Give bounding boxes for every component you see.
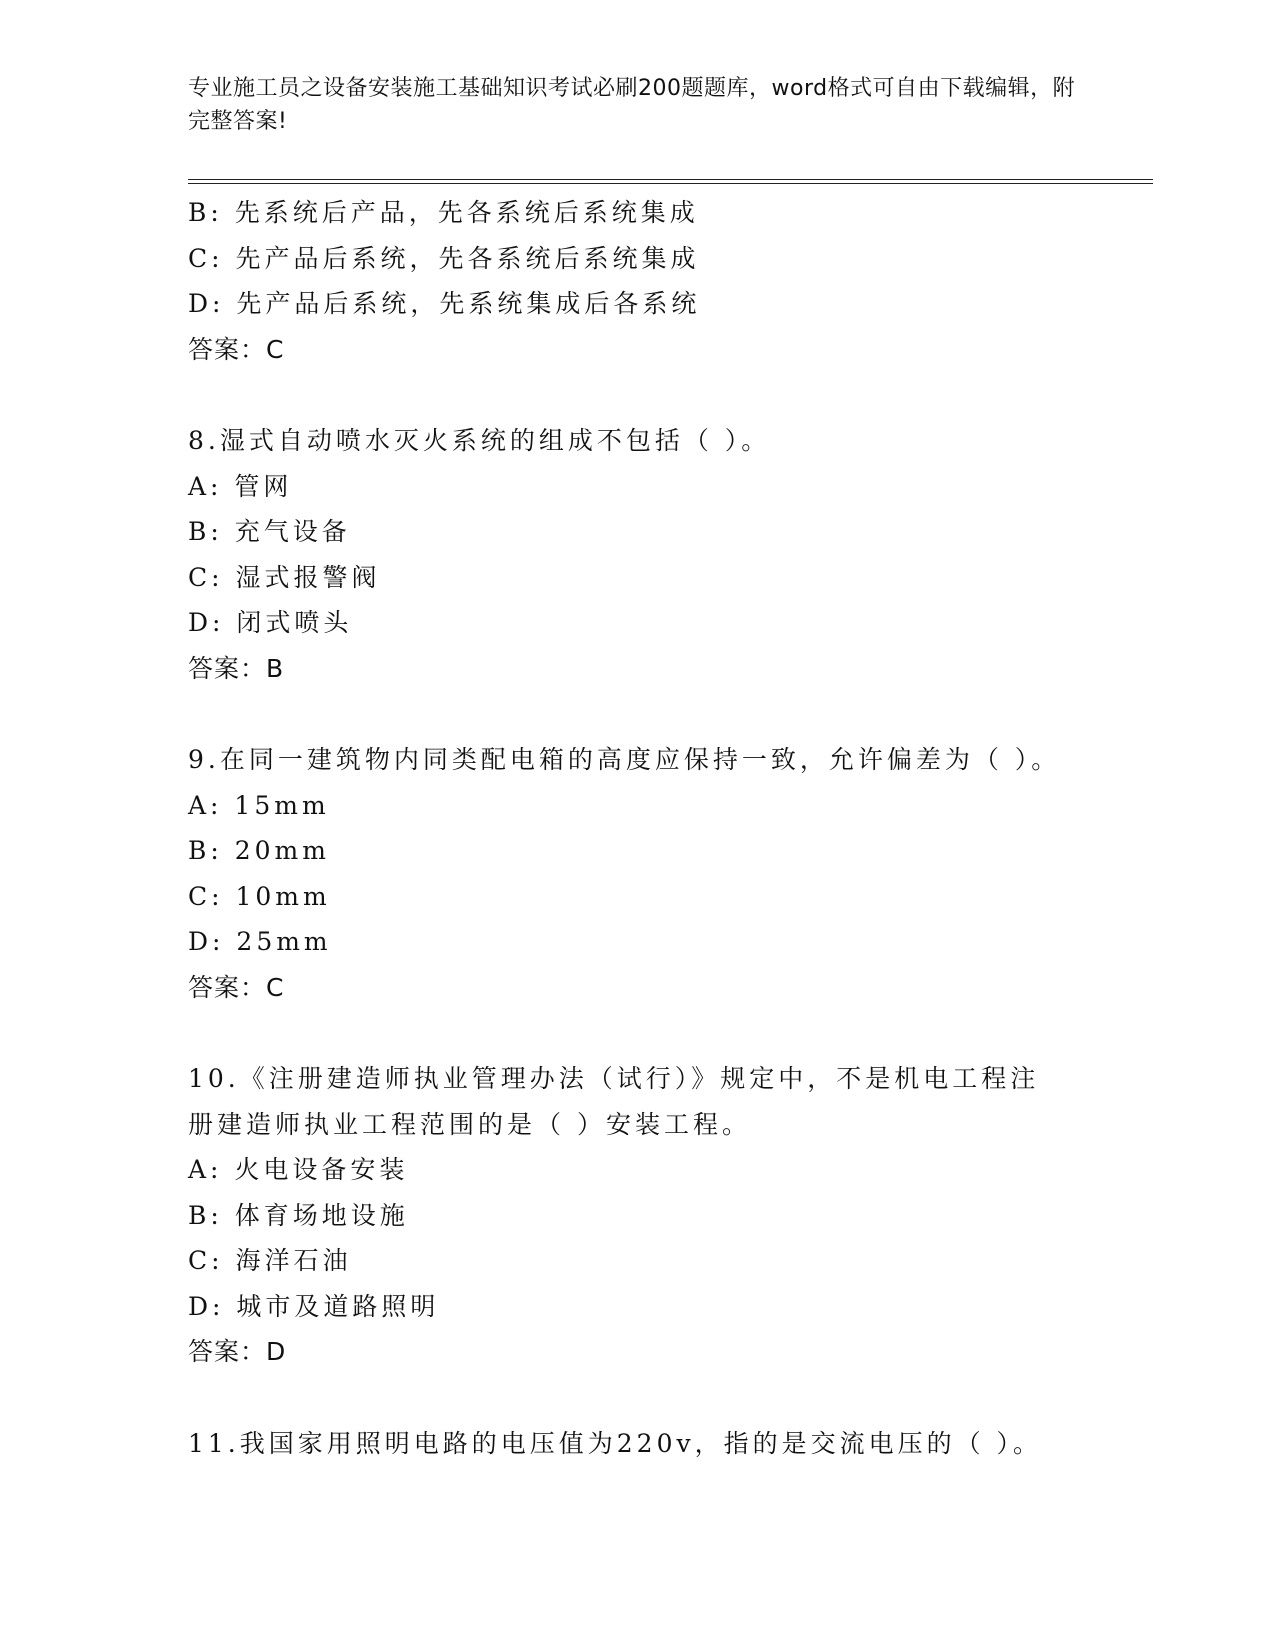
option-c: C: 湿式报警阀 (188, 562, 381, 592)
option-a: A: 管网 (188, 471, 293, 501)
question-block-11 (188, 1421, 1153, 1467)
option-c: C: 海洋石油 (188, 1246, 352, 1275)
option-a: A: 火电设备安装 (188, 1155, 409, 1184)
option-d: D: 城市及道路照明 (188, 1291, 440, 1321)
spacer (188, 1010, 1153, 1056)
answer-line: 答案：C (188, 972, 285, 1002)
question-text: 10.《注册建造师执业管理办法（试行）》规定中，不是机电工程注册建造师执业工程范围的是（ ）安装工程。 (188, 1064, 1040, 1139)
spacer (188, 1375, 1153, 1421)
option-d: D: 先产品后系统，先系统集成后各系统 (188, 289, 701, 318)
document-body (188, 190, 1153, 1466)
question-text: 8.湿式自动喷水灭火系统的组成不包括（ ）。 (188, 426, 771, 455)
answer-line: 答案：B (188, 653, 285, 683)
option-d: D: 25mm (188, 927, 332, 956)
option-c: C: 10mm (188, 881, 331, 911)
answer-line: 答案：D (188, 1337, 287, 1366)
option-d: D: 闭式喷头 (188, 608, 353, 637)
header-divider (188, 179, 1153, 184)
option-b: B: 20mm (188, 836, 330, 865)
option-a: A: 15mm (188, 790, 330, 820)
question-block-9 (188, 737, 1153, 1010)
option-c: C: 先产品后系统，先各系统后系统集成 (188, 243, 700, 273)
question-block-10 (188, 1056, 1153, 1375)
option-b: B: 体育场地设施 (188, 1200, 409, 1230)
question-text: 9.在同一建筑物内同类配电箱的高度应保持一致，允许偏差为（ ）。 (188, 745, 1061, 774)
answer-line: 答案：C (188, 334, 285, 364)
option-b: B: 充气设备 (188, 517, 351, 546)
spacer (188, 372, 1153, 418)
document-header-title: 专业施工员之设备安装施工基础知识考试必刷200题题库，word格式可自由下载编辑，附完整答案! (188, 76, 1076, 134)
spacer (188, 691, 1153, 737)
question-block-8 (188, 418, 1153, 691)
question-text: 11.我国家用照明电路的电压值为220v，指的是交流电压的（ ）。 (188, 1428, 1043, 1458)
question-block-prev (188, 190, 1153, 372)
option-b: B: 先系统后产品，先各系统后系统集成 (188, 198, 699, 227)
